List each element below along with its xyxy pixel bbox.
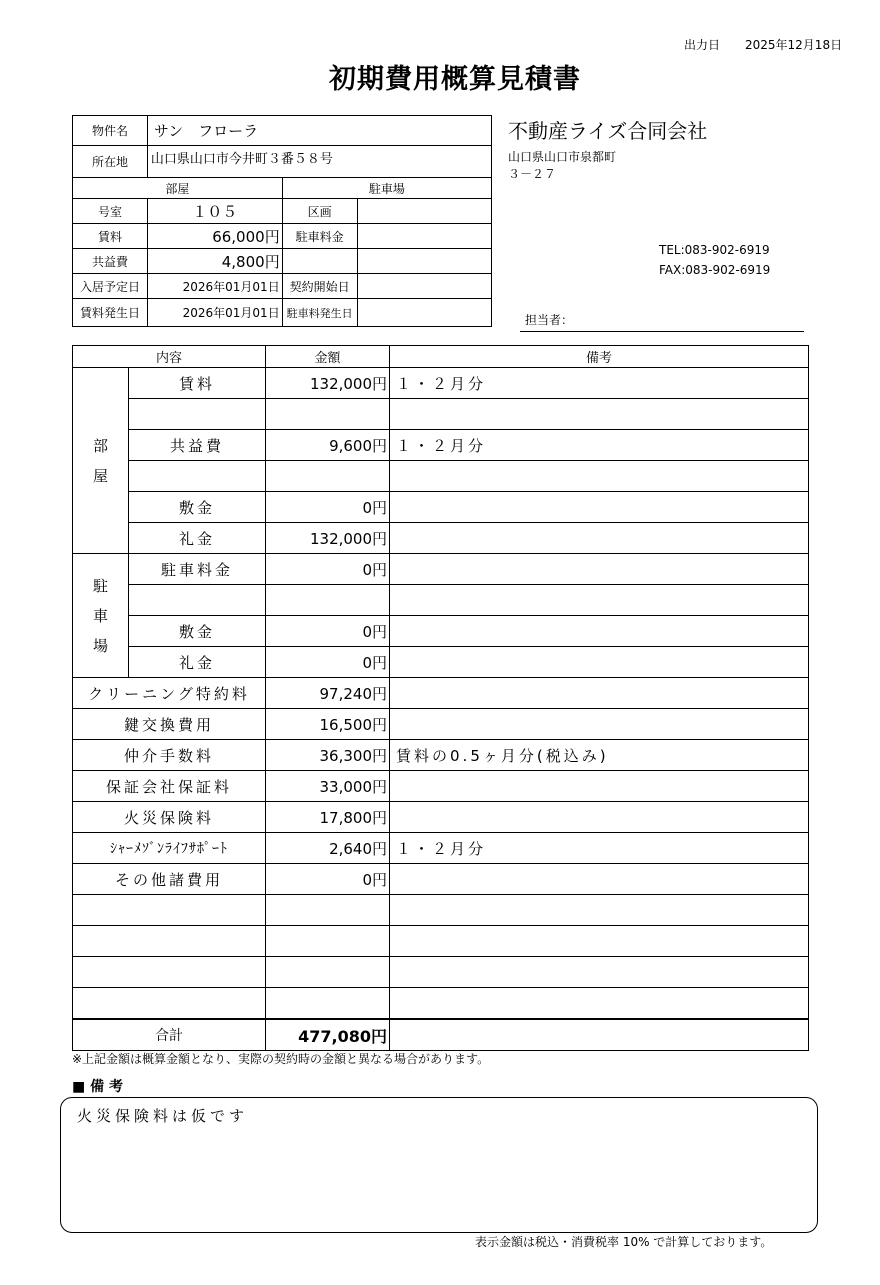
- item-name: クリーニング特約料: [73, 678, 266, 709]
- common-fee: 4,800円: [147, 249, 282, 274]
- item-name: 礼金: [129, 523, 266, 554]
- item-name: ｼｬｰﾒｿﾞﾝﾗｲﾌｻﾎﾟｰﾄ: [73, 833, 266, 864]
- item-amount: 36,300円: [266, 740, 390, 771]
- item-name: 火災保険料: [73, 802, 266, 833]
- property-name: サン フローラ: [147, 116, 491, 146]
- table-row: [73, 492, 809, 523]
- item-name: 駐車料金: [129, 554, 266, 585]
- table-row: [73, 802, 809, 833]
- item-amount: 0円: [266, 554, 390, 585]
- item-amount: 33,000円: [266, 771, 390, 802]
- company-name: 不動産ライズ合同会社: [508, 119, 708, 143]
- item-name: 賃料: [129, 368, 266, 399]
- location: 山口県山口市今井町３番５８号: [147, 146, 491, 178]
- item-name: 仲介手数料: [73, 740, 266, 771]
- common-fee-label: 共益費: [73, 249, 148, 274]
- tax-note: 表示金額は税込・消費税率 10% で計算しております。: [475, 1235, 773, 1249]
- item-note: [390, 678, 809, 709]
- notes-text: 火災保険料は仮です: [77, 1107, 249, 1125]
- item-name: その他諸費用: [73, 864, 266, 895]
- property-name-label: 物件名: [73, 116, 148, 146]
- company-fax: FAX:083-902-6919: [659, 263, 771, 277]
- item-amount: 9,600円: [266, 430, 390, 461]
- item-amount: [266, 895, 390, 926]
- room-group-label: 部 屋: [73, 368, 129, 554]
- table-row: [73, 430, 809, 461]
- item-amount: 132,000円: [266, 368, 390, 399]
- page-title: 初期費用概算見積書: [329, 64, 581, 95]
- item-amount: [266, 399, 390, 430]
- table-row: [73, 833, 809, 864]
- parking-header: 駐車場: [282, 178, 491, 199]
- table-row: [73, 523, 809, 554]
- company-tel: TEL:083-902-6919: [659, 243, 770, 257]
- item-note: 賃料の0.5ヶ月分(税込み): [390, 740, 809, 771]
- table-row: [73, 461, 809, 492]
- item-amount: [266, 585, 390, 616]
- notes-box: [60, 1097, 818, 1233]
- lot: [357, 199, 491, 224]
- company-address-1: 山口県山口市泉都町: [508, 150, 617, 164]
- item-amount: [266, 926, 390, 957]
- location-label: 所在地: [73, 146, 148, 178]
- item-note: [390, 864, 809, 895]
- room-header: 部屋: [73, 178, 283, 199]
- item-name: 礼金: [129, 647, 266, 678]
- col-header-note: 備考: [390, 346, 809, 368]
- item-note: [390, 895, 809, 926]
- item-note: [390, 523, 809, 554]
- lot-label: 区画: [282, 199, 357, 224]
- item-note: [390, 988, 809, 1020]
- item-note: [390, 647, 809, 678]
- table-row: [73, 957, 809, 988]
- item-amount: 0円: [266, 647, 390, 678]
- item-name: [73, 957, 266, 988]
- item-amount: 97,240円: [266, 678, 390, 709]
- room-no: １０５: [147, 199, 282, 224]
- table-row: [73, 678, 809, 709]
- item-note: １・２月分: [390, 833, 809, 864]
- parking-group-label: 駐 車 場: [73, 554, 129, 678]
- property-table: [72, 115, 492, 327]
- item-name: 敷金: [129, 492, 266, 523]
- parking-fee-label: 駐車料金: [282, 224, 357, 249]
- move-in-label: 入居予定日: [73, 274, 148, 299]
- table-row: [73, 399, 809, 430]
- item-amount: 0円: [266, 616, 390, 647]
- item-note: [390, 771, 809, 802]
- table-row: [73, 585, 809, 616]
- item-amount: 132,000円: [266, 523, 390, 554]
- parking-fee: [357, 224, 491, 249]
- item-name: [129, 461, 266, 492]
- item-note: [390, 802, 809, 833]
- output-date-label: 出力日: [684, 38, 721, 52]
- item-name: 共益費: [129, 430, 266, 461]
- room-no-label: 号室: [73, 199, 148, 224]
- company-address-2: ３－２７: [508, 167, 557, 181]
- item-amount: [266, 957, 390, 988]
- item-note: [390, 926, 809, 957]
- item-name: [129, 585, 266, 616]
- table-row: [73, 771, 809, 802]
- parking-start-label: 駐車料発生日: [282, 299, 357, 327]
- item-note: [390, 399, 809, 430]
- table-row: [73, 864, 809, 895]
- staff-label: 担当者：: [525, 313, 574, 327]
- table-row: [73, 368, 809, 399]
- disclaimer: ※上記金額は概算金額となり、実際の契約時の金額と異なる場合があります。: [72, 1052, 490, 1066]
- item-amount: 0円: [266, 864, 390, 895]
- table-row: [73, 709, 809, 740]
- col-header-amount: 金額: [266, 346, 390, 368]
- staff-underline: [520, 331, 804, 332]
- total-row: [73, 1019, 809, 1051]
- item-name: [73, 895, 266, 926]
- item-note: [390, 585, 809, 616]
- notes-label: ■ 備 考: [72, 1079, 123, 1095]
- rent-label: 賃料: [73, 224, 148, 249]
- table-row: [73, 740, 809, 771]
- item-amount: [266, 461, 390, 492]
- item-amount: 17,800円: [266, 802, 390, 833]
- item-note: [390, 957, 809, 988]
- table-row: [73, 554, 809, 585]
- item-amount: [266, 988, 390, 1020]
- total-amount: 477,080円: [266, 1019, 390, 1051]
- total-label: 合計: [73, 1019, 266, 1051]
- table-row: [73, 926, 809, 957]
- item-amount: 2,640円: [266, 833, 390, 864]
- item-note: [390, 709, 809, 740]
- col-header-item: 内容: [73, 346, 266, 368]
- table-row: [73, 988, 809, 1020]
- contract-start: [357, 274, 491, 299]
- item-name: [73, 926, 266, 957]
- item-note: １・２月分: [390, 368, 809, 399]
- output-date: 2025年12月18日: [745, 38, 843, 52]
- item-note: [390, 554, 809, 585]
- table-row: [73, 895, 809, 926]
- item-name: 鍵交換費用: [73, 709, 266, 740]
- contract-start-label: 契約開始日: [282, 274, 357, 299]
- item-note: [390, 616, 809, 647]
- move-in: 2026年01月01日: [147, 274, 282, 299]
- total-note: [390, 1019, 809, 1051]
- item-name: [129, 399, 266, 430]
- parking-start: [357, 299, 491, 327]
- rent: 66,000円: [147, 224, 282, 249]
- rent-start: 2026年01月01日: [147, 299, 282, 327]
- item-name: 敷金: [129, 616, 266, 647]
- item-name: [73, 988, 266, 1020]
- table-row: [73, 647, 809, 678]
- item-name: 保証会社保証料: [73, 771, 266, 802]
- table-row: [73, 616, 809, 647]
- item-note: [390, 461, 809, 492]
- item-amount: 0円: [266, 492, 390, 523]
- estimate-table: [72, 345, 809, 1051]
- rent-start-label: 賃料発生日: [73, 299, 148, 327]
- item-note: １・２月分: [390, 430, 809, 461]
- item-amount: 16,500円: [266, 709, 390, 740]
- item-note: [390, 492, 809, 523]
